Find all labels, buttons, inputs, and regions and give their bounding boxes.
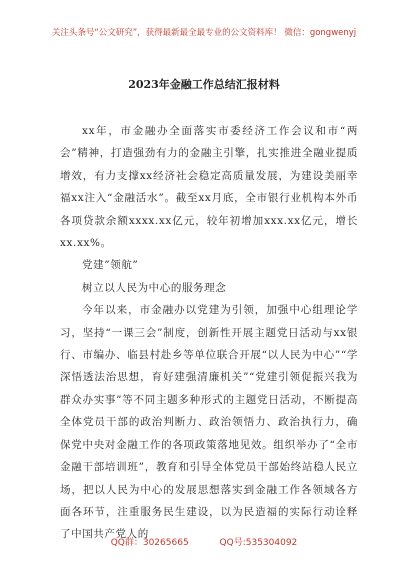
contact-footer [0,535,408,548]
qq-group-label: QQ群：30265665 [110,538,189,548]
document-body [60,120,358,546]
section-heading: 党建”领航” [82,259,139,272]
qq-number-label: QQ号:535304092 [219,538,298,548]
sub-heading: 树立以人民为中心的服务理念 [82,281,227,294]
promo-banner: 关注头条号“公文研究”，获得最新最全最专业的公文资料库！ 微信：gongwenyj [51,28,357,38]
body-paragraph: 今年以来，市金融办以党建为引领，加强中心组理论学习，坚持“一课三会”制度，创新性开展主题党日活动与xx银行、市编办、临县村赴乡等单位联合开展“以人民为中心”“学深悟透法治思想，育好建强清廉机关”“党建引领促振兴我为群众办实事”等不同主题多种形式的主题党日活动，不断提高全体党员干部的政治判断力、政治领悟力、政治执行力，确保党中央对金融工作的各项政策落地见效。组织举办了“全市金融干部培训班”，教育和引导全体党员干部始终站稳人民立场，把以人民为中心的发展思想落实到金融工作各领域各方面各环节，注重服务民生建设，以为民造福的实际行动诠释了中国共产党人的 [60,304,358,541]
document-title: 2023年金融工作总结汇报材料 [128,78,280,91]
intro-paragraph: xx年，市金融办全面落实市委经济工作会议和市“两会”精神，打造强劲有力的金融主引擎，扎实推进全融业提质增效，有力支撑xx经济社会稳定高质量发展，为建设美丽幸福xx注入“金融活水”。截至xx月底，全市银行业机构本外币各项贷款余额xxxx.xx亿元，较年初增加xxx.xx亿元，增长xx.xx%。 [60,125,358,250]
